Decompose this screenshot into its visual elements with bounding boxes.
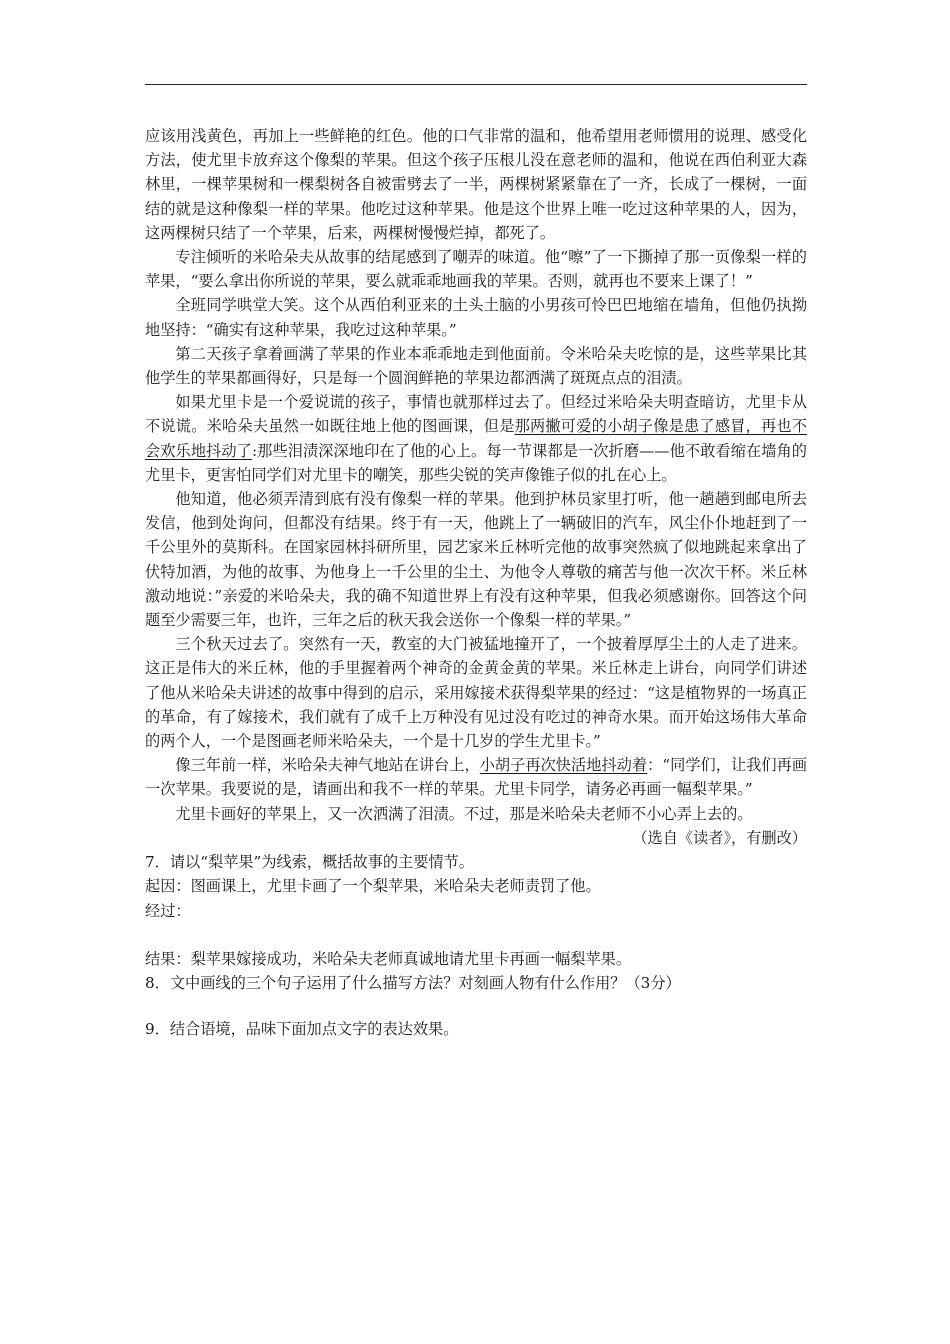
question-9: 9．结合语境，品味下面加点文字的表达效果。 (145, 1020, 459, 1039)
underlined-sentence-2: 小胡子再次快活地抖动着 (479, 756, 648, 775)
paragraph-6: 他知道，他必须弄清到底有没有像梨一样的苹果。他到护林员家里打听，他一趟趟到邮电所去发信，他到处询问，但都没有结果。终于有一天，他跳上了一辆破旧的汽车，风尘仆仆地赶到了一千公里外的莫斯科。在国家园林抖研所里，园艺家米丘林听完他的故事突然疯了似地跳起来拿出了伏特加酒，为他的故事、为他身上一千公里的尘土、为他令人尊敬的痛苦与他一次次干杯。米丘林激动地说：”亲爱的米哈朵夫，我的确不知道世界上有没有这种苹果，但我必须感谢你。回答这个问题至少需要三年，也许，三年之后的秋天我会送你一个像梨一样的苹果。” (145, 490, 807, 630)
paragraph-8 (145, 753, 807, 801)
question-7-cause: 起因：图画课上，尤里卡画了一个梨苹果，米哈朵夫老师责罚了他。 (145, 877, 601, 896)
paragraph-5-text-a: 如果尤里卡是一个爱说谎的孩子，事情也就那样过去了。但经过米哈朵夫明查暗访，尤里卡从不说谎。米哈朵夫虽然一如既往地上他的图画课，但是 (145, 393, 807, 436)
paragraph-8-text-b: ：“同学们，让我们再画一次苹果。我要说的是，请画出和我不一样的苹果。尤里卡同学，请务必再画一幅梨苹果。” (145, 756, 808, 799)
question-7: 7．请以“梨苹果”为线索，概括故事的主要情节。 (145, 853, 474, 872)
paragraph-3: 全班同学哄堂大笑。这个从西伯利亚来的土头土脑的小男孩可怜巴巴地缩在墙角，但他仍执拗地坚持：“确实有这种苹果，我吃过这种苹果。” (145, 296, 807, 339)
paragraph-1: 应该用浅黄色，再加上一些鲜艳的红色。他的口气非常的温和，他希望用老师惯用的说理、感受化方法，使尤里卡放弃这个像梨的苹果。但这个孩子压根儿没在意老师的温和，他说在西伯利亚大森林里，一棵苹果树和一棵梨树各自被雷劈去了一半，两棵树紧紧靠在了一齐，长成了一棵树，一面结的就是这种像梨一样的苹果。他吃过这种苹果。他是这个世界上唯一吃过这种苹果的人，因为，这两棵树只结了一个苹果，后来，两棵树慢慢烂掉，都死了。 (145, 127, 807, 242)
answer-blank (145, 923, 807, 947)
question-7-result: 结果：梨苹果嫁接成功，米哈朵夫老师真诚地请尤里卡再画一幅梨苹果。 (145, 949, 631, 968)
paragraph-8-text-a: 像三年前一样，米哈朵夫神气地站在讲台上， (175, 756, 480, 775)
paragraph-7: 三个秋天过去了。突然有一天，教室的大门被猛地撞开了，一个披着厚厚尘土的人走了进来。这正是伟大的米丘林，他的手里握着两个神奇的金黄金黄的苹果。米丘林走上讲台，向同学们讲述了他从米哈朵夫讲述的故事中得到的启示，采用嫁接术获得梨苹果的经过：“这是植物界的一场真正的革命，有了嫁接术，我们就有了成千上万种没有见过没有吃过的神奇水果。而开始这场伟大革命的两个人，一个是图画老师米哈朵夫，一个是十几岁的学生尤里卡。” (145, 635, 807, 751)
source-citation: （选自《读者》，有删改） (632, 828, 807, 847)
header-rule (145, 84, 807, 85)
paragraph-2: 专注倾听的米哈朵夫从故事的结尾感到了嘲弄的味道。他“嚓”了一下撕掉了那一页像梨一样的苹果，“要么拿出你所说的苹果，要么就乖乖地画我的苹果。否则，就再也不要来上课了！” (145, 248, 807, 291)
paragraph-5-text-b: :那些泪渍深深地印在了他的心上。每一节课都是一次折磨——他不敢看缩在墙角的尤里卡，更害怕同学们对尤里卡的嘲笑，那些尖锐的笑声像锥子似的扎在心上。 (145, 441, 807, 484)
paragraph-9: 尤里卡画好的苹果上，又一次洒满了泪渍。不过，那是米哈朵夫老师不小心弄上去的。 (175, 804, 753, 823)
paragraph-5 (145, 390, 807, 487)
answer-blank-2 (145, 995, 807, 1017)
document-body (145, 124, 807, 1041)
question-8: 8．文中画线的三个句子运用了什么描写方法？对刻画人物有什么作用？（3分） (145, 973, 681, 992)
underlined-sentence-1: 那两撇可爱的小胡子像是患了感冒，再也不会欢乐地抖动了 (145, 417, 808, 460)
paragraph-4: 第二天孩子拿着画满了苹果的作业本乖乖地走到他面前。令米哈朵夫吃惊的是，这些苹果比其他学生的苹果都画得好，只是每一个圆润鲜艳的苹果边都洒满了斑斑点点的泪渍。 (145, 344, 807, 388)
question-7-process: 经过： (145, 901, 191, 920)
